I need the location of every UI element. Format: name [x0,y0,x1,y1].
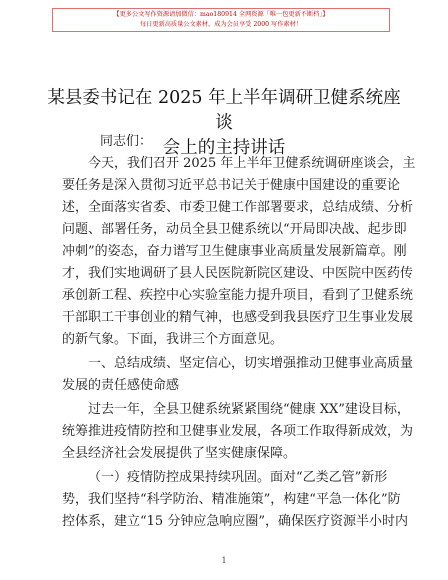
text-line: 发展的责任感使命感 [62,378,180,393]
text-line: 干部职工干事创业的精气神，也感受到我县医疗卫生事业发展 [62,310,414,325]
text-line: 冲刺”的姿态，奋力谱写卫生健康事业高质量发展新篇章。刚 [62,244,407,259]
promo-banner [52,8,390,32]
text-line: 的新气象。下面，我讲三个方面意见。 [62,332,284,347]
text-line: 势，我们坚持“科学防治、精准施策”，构建“平急一体化”防 [62,492,401,507]
text-line: 述，全面落实省委、市委卫健工作部署要求，总结成绩、分析 [62,200,414,215]
section-heading-1 [62,353,414,397]
paragraph-summary [62,399,414,465]
document-title-line2: 会上的主持讲话 [162,138,286,158]
salutation: 同志们： [100,134,153,149]
text-line: 控体系，建立“15 分钟应急响应圈”，确保医疗资源半小时内 [62,514,408,529]
text-line: 今天，我们召开 2025 年上半年卫健系统调研座谈会，主 [88,156,416,171]
text-line: 过去一年，全县卫健系统紧紧围绕“健康 XX”建设目标， [88,402,410,417]
paragraph-opening [62,153,416,351]
document-title [40,86,408,161]
text-line: 要任务是深入贯彻习近平总书记关于健康中国建设的重要论 [62,178,401,193]
document-title-line1: 某县委书记在 2025 年上半年调研卫健系统座谈 [47,88,401,133]
text-line: （一）疫情防控成果持续巩固。面对“乙类乙管”新形 [88,470,388,485]
text-line: 承创新工程、疾控中心实验室能力提升项目，看到了卫健系统 [62,288,414,303]
promo-banner-line1: 【更多公文写作资源请加微信：mao180914 全网资源「唯一包更新不断档」】 [113,11,329,18]
text-line: 全县经济社会发展提供了坚实健康保障。 [62,446,297,461]
text-line: 一、总结成绩、坚定信心，切实增强推动卫健事业高质量 [88,356,414,371]
text-line: 统筹推进疫情防控和卫健事业发展，各项工作取得新成效，为 [62,424,414,439]
text-line: 才，我们实地调研了县人民医院新院区建设、中医院中医药传 [62,266,414,281]
paragraph-epidemic-control [62,467,408,533]
text-line: 问题、部署任务，动员全县卫健系统以“开局即决战、起步即 [62,222,407,237]
page-number: 1 [221,556,227,565]
promo-banner-line2: 每日更新高质量公文素材，成为会员享受 2000 写作素材！ [140,21,302,28]
